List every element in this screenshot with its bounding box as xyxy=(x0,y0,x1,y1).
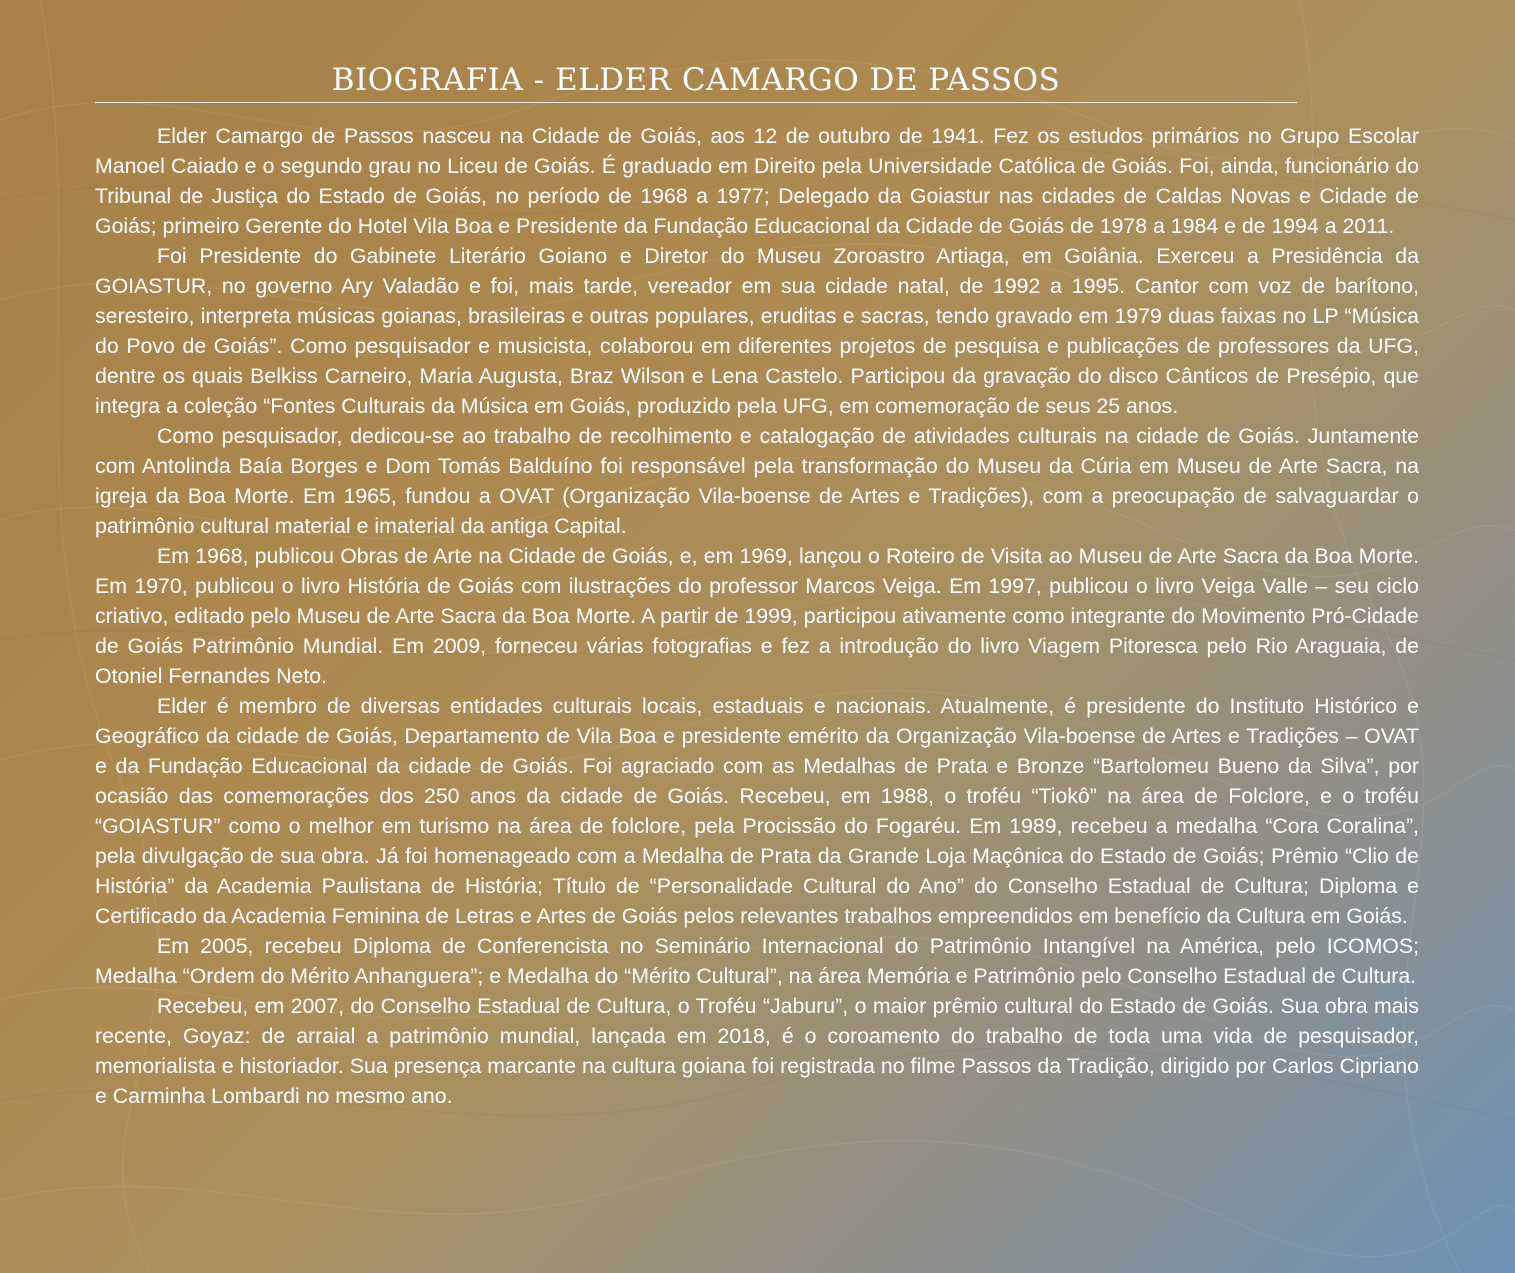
paragraph-2005-awards: Em 2005, recebeu Diploma de Conferencista no Seminário Internacional do Patrimônio Intangível na América, pelo ICOMOS; Medalha “Ordem do Mérito Anhanguera”; e Medalha do “Mérito Cultural”, na área Memória e Patrimônio pelo Conselho Estadual de Cultura. xyxy=(95,934,1419,988)
paragraph-researcher: Como pesquisador, dedicou-se ao trabalho de recolhimento e catalogação de atividades culturais na cidade de Goiás. Juntamente com Antolinda Baía Borges e Dom Tomás Balduíno foi responsável pela transformação do Museu da Cúria em Museu de Arte Sacra, na igreja da Boa Morte. Em 1965, fundou a OVAT (Organização Vila-boense de Artes e Tradições), com a preocupação de salvaguardar o patrimônio cultural material e imaterial da antiga Capital. xyxy=(95,424,1419,538)
paragraph-memberships-honors: Elder é membro de diversas entidades culturais locais, estaduais e nacionais. Atualmente, é presidente do Instituto Histórico e Geográfico da cidade de Goiás, Departamento de Vila Boa e presidente emérito da Organização Vila-boense de Artes e Tradições – OVAT e da Fundação Educacional da cidade de Goiás. Foi agraciado com as Medalhas de Prata e Bronze “Bartolomeu Bueno da Silva”, por ocasião das comemorações dos 250 anos da cidade de Goiás. Recebeu, em 1988, o troféu “Tiokô” na área de Folclore, e o troféu “GOIASTUR” como o melhor em turismo na área de folclore, pela Procissão do Fogaréu. Em 1989, recebeu a medalha “Cora Coralina”, pela divulgação de sua obra. Já foi homenageado com a Medalha de Prata da Grande Loja Maçônica do Estado de Goiás; Prêmio “Clio de História” da Academia Paulistana de História; Título de “Personalidade Cultural do Ano” do Conselho Estadual de Cultura; Diploma e Certificado da Academia Feminina de Letras e Artes de Goiás pelos relevantes trabalhos empreendidos em benefício da Cultura em Goiás. xyxy=(95,694,1419,928)
title-divider xyxy=(95,102,1297,103)
page-title: BIOGRAFIA - ELDER CAMARGO DE PASSOS xyxy=(331,62,1061,98)
biography-page xyxy=(95,58,1419,1111)
paragraph-presidency-music: Foi Presidente do Gabinete Literário Goiano e Diretor do Museu Zoroastro Artiaga, em Goiânia. Exerceu a Presidência da GOIASTUR, no governo Ary Valadão e foi, mais tarde, vereador em sua cidade natal, de 1992 a 1995. Cantor com voz de barítono, seresteiro, interpreta músicas goianas, brasileiras e outras populares, eruditas e sacras, tendo gravado em 1979 duas faixas no LP “Música do Povo de Goiás”. Como pesquisador e musicista, colaborou em diferentes projetos de pesquisa e publicações de professores da UFG, dentre os quais Belkiss Carneiro, Maria Augusta, Braz Wilson e Lena Castelo. Participou da gravação do disco Cânticos de Presépio, que integra a coleção “Fontes Culturais da Música em Goiás, produzido pela UFG, em comemoração de seus 25 anos. xyxy=(95,244,1419,418)
paragraph-birth-education: Elder Camargo de Passos nasceu na Cidade de Goiás, aos 12 de outubro de 1941. Fez os estudos primários no Grupo Escolar Manoel Caiado e o segundo grau no Liceu de Goiás. É graduado em Direito pela Universidade Católica de Goiás. Foi, ainda, funcionário do Tribunal de Justiça do Estado de Goiás, no período de 1968 a 1977; Delegado da Goiastur nas cidades de Caldas Novas e Cidade de Goiás; primeiro Gerente do Hotel Vila Boa e Presidente da Fundação Educacional da Cidade de Goiás de 1978 a 1984 e de 1994 a 2011. xyxy=(95,124,1419,238)
paragraph-recent-work: Recebeu, em 2007, do Conselho Estadual de Cultura, o Troféu “Jaburu”, o maior prêmio cultural do Estado de Goiás. Sua obra mais recente, Goyaz: de arraial a patrimônio mundial, lançada em 2018, é o coroamento do trabalho de toda uma vida de pesquisador, memorialista e historiador. Sua presença marcante na cultura goiana foi registrada no filme Passos da Tradição, dirigido por Carlos Cipriano e Carminha Lombardi no mesmo ano. xyxy=(95,994,1419,1108)
paragraph-publications: Em 1968, publicou Obras de Arte na Cidade de Goiás, e, em 1969, lançou o Roteiro de Visita ao Museu de Arte Sacra da Boa Morte. Em 1970, publicou o livro História de Goiás com ilustrações do professor Marcos Veiga. Em 1997, publicou o livro Veiga Valle – seu ciclo criativo, editado pelo Museu de Arte Sacra da Boa Morte. A partir de 1999, participou ativamente como integrante do Movimento Pró-Cidade de Goiás Patrimônio Mundial. Em 2009, forneceu várias fotografias e fez a introdução do livro Viagem Pitoresca pelo Rio Araguaia, de Otoniel Fernandes Neto. xyxy=(95,544,1419,688)
